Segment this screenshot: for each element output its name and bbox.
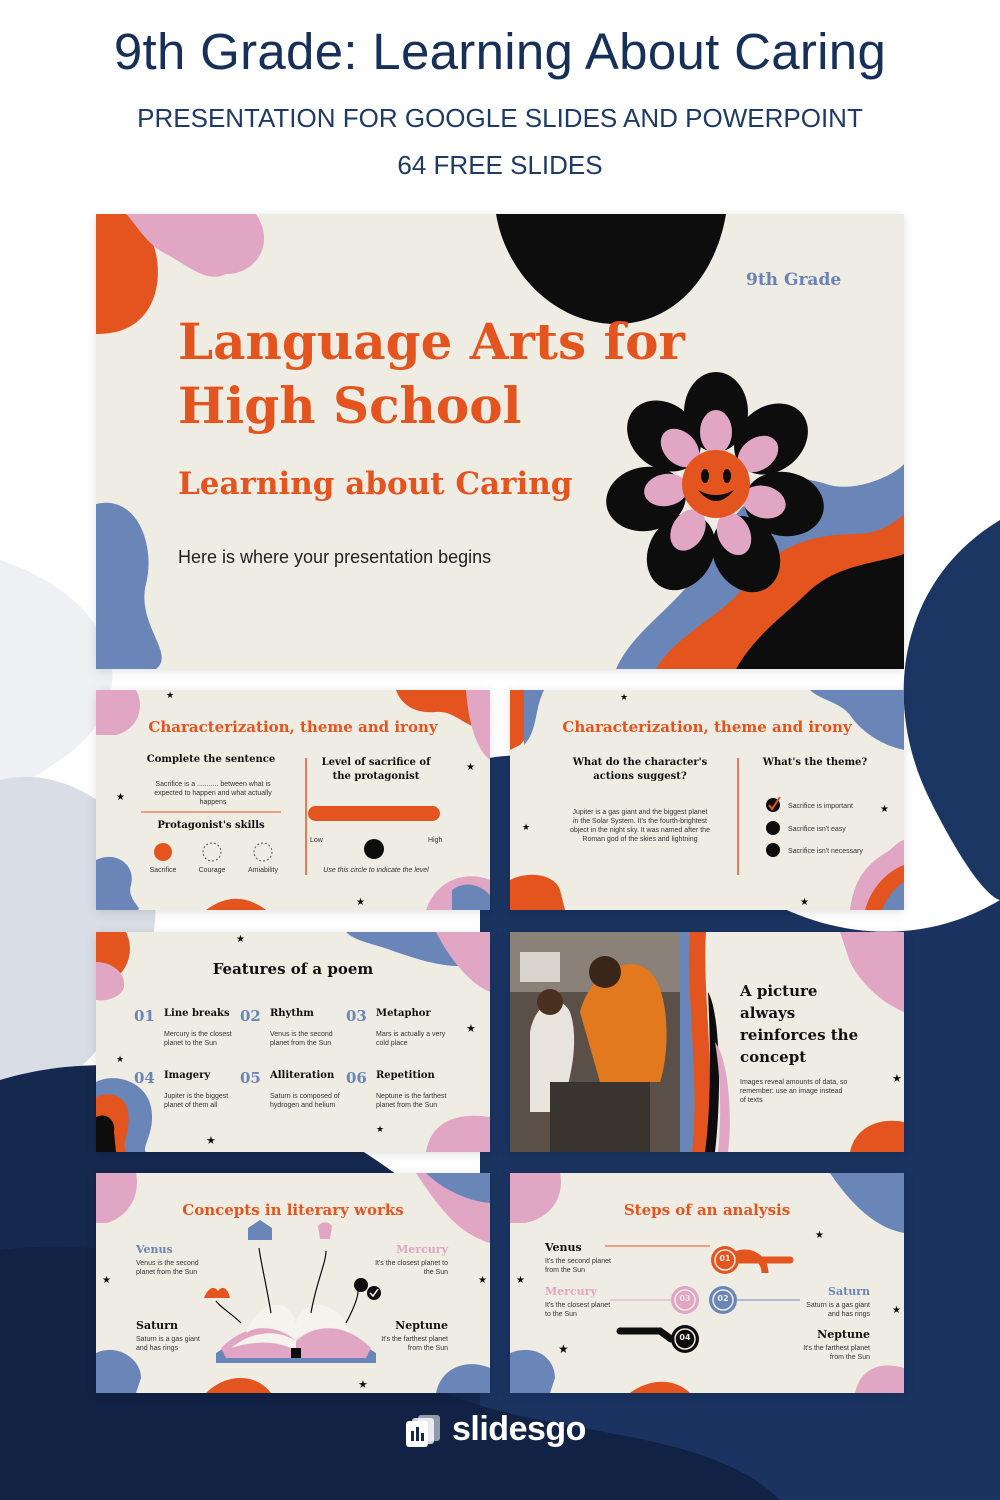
feature-name: Repetition xyxy=(376,1070,435,1081)
brand-logo[interactable] xyxy=(404,1410,586,1449)
slide7-title: Steps of an analysis xyxy=(623,1201,791,1219)
picture-heading: A picture always reinforces the concept xyxy=(740,982,859,1066)
feature-name: Metaphor xyxy=(376,1008,431,1019)
svg-text:★: ★ xyxy=(206,1134,216,1147)
slide3-title: Characterization, theme and irony xyxy=(562,718,852,736)
feature-item xyxy=(346,1068,447,1109)
feature-name: Imagery xyxy=(164,1070,211,1081)
step-number: 01 xyxy=(719,1254,731,1263)
slide6-title: Concepts in literary works xyxy=(182,1201,404,1219)
mercury-label: Mercury xyxy=(396,1243,448,1256)
feature-number: 05 xyxy=(240,1069,261,1087)
feature-item xyxy=(346,1006,446,1047)
feature-name: Line breaks xyxy=(164,1008,230,1019)
step-number: 03 xyxy=(679,1294,691,1303)
slidesgo-icon xyxy=(404,1413,444,1447)
svg-text:★: ★ xyxy=(892,1305,901,1316)
svg-text:★: ★ xyxy=(516,1275,525,1286)
level-low: Low xyxy=(310,837,323,844)
page-title: 9th Grade: Learning About Caring xyxy=(113,23,887,80)
svg-text:★: ★ xyxy=(815,1230,824,1241)
venus-label: Venus xyxy=(545,1241,582,1254)
feature-name: Rhythm xyxy=(270,1008,314,1019)
slide-cover[interactable] xyxy=(96,214,904,669)
svg-text:★: ★ xyxy=(522,823,531,833)
picture-body: Images reveal amounts of data, so remember: use an image instead of texts xyxy=(740,1079,848,1104)
brand-name: slidesgo xyxy=(452,1410,586,1448)
theme-option[interactable]: Sacrifice isn't easy xyxy=(788,826,846,833)
saturn-desc: Saturn is a gas giant and has rings xyxy=(136,1336,200,1352)
level-heading: Level of sacrifice of the protagonist xyxy=(321,757,431,782)
complete-text: Sacrifice is a ........... between what is expected to happen and what actually happens xyxy=(154,781,272,806)
mercury-label: Mercury xyxy=(545,1285,597,1298)
cover-tagline: Here is where your presentation begins xyxy=(178,547,492,567)
question-heading: What do the character's actions suggest? xyxy=(572,757,708,782)
theme-heading: What's the theme? xyxy=(762,757,868,768)
feature-desc: Jupiter is the biggest planet of them all xyxy=(164,1093,229,1109)
feature-desc: Venus is the second planet from the Sun xyxy=(270,1031,333,1047)
svg-text:★: ★ xyxy=(236,934,245,945)
svg-text:★: ★ xyxy=(892,1072,902,1085)
venus-desc: It's the second planet from the Sun xyxy=(545,1258,611,1274)
slide4-title: Features of a poem xyxy=(212,960,374,978)
feature-number: 03 xyxy=(346,1007,367,1025)
step-number: 02 xyxy=(717,1294,729,1303)
slide-picture[interactable] xyxy=(510,932,904,1152)
neptune-label: Neptune xyxy=(395,1319,448,1332)
saturn-label: Saturn xyxy=(828,1285,870,1298)
svg-text:★: ★ xyxy=(620,693,629,703)
slide2-title: Characterization, theme and irony xyxy=(148,718,438,736)
svg-text:★: ★ xyxy=(356,897,365,908)
grade-label: 9th Grade xyxy=(746,270,842,290)
feature-desc: Saturn is composed of hydrogen and helium xyxy=(270,1093,340,1109)
theme-option[interactable]: Sacrifice isn't necessary xyxy=(788,848,863,855)
feature-item xyxy=(134,1006,232,1047)
slide-steps[interactable] xyxy=(510,1173,904,1393)
svg-text:★: ★ xyxy=(466,762,475,773)
skill-label: Courage xyxy=(198,867,226,874)
feature-desc: Mercury is the closest planet to the Sun xyxy=(164,1031,232,1047)
feature-item xyxy=(240,1068,340,1109)
venus-desc: Venus is the second planet from the Sun xyxy=(136,1260,199,1276)
feature-item xyxy=(240,1006,333,1047)
complete-heading: Complete the sentence xyxy=(146,754,276,765)
step-number: 04 xyxy=(679,1333,691,1342)
svg-text:★: ★ xyxy=(376,1125,385,1135)
question-body: Jupiter is a gas giant and the biggest planet in the Solar System. It's the fourth-brightest object in the night sky. It was named after the Roman god of the skies and lightning xyxy=(570,809,710,843)
svg-text:★: ★ xyxy=(466,1022,476,1035)
neptune-desc: It's the farthest planet from the Sun xyxy=(381,1336,448,1352)
svg-text:★: ★ xyxy=(358,1378,368,1391)
svg-text:★: ★ xyxy=(478,1275,487,1286)
neptune-desc: It's the farthest planet from the Sun xyxy=(803,1345,870,1361)
feature-name: Alliteration xyxy=(270,1070,335,1081)
svg-text:★: ★ xyxy=(102,1275,111,1286)
cover-title xyxy=(178,310,738,438)
feature-desc: Mars is actually a very cold place xyxy=(376,1031,446,1047)
svg-text:★: ★ xyxy=(880,804,889,815)
feature-number: 04 xyxy=(134,1069,155,1087)
slide-count: 64 FREE SLIDES xyxy=(397,150,603,180)
mercury-desc: It's the closest planet to the Sun xyxy=(375,1260,448,1276)
slide-concepts[interactable] xyxy=(96,1173,490,1393)
slide-characterization-1[interactable] xyxy=(96,690,490,910)
feature-number: 02 xyxy=(240,1007,261,1025)
skill-label: Amiability xyxy=(248,867,278,874)
feature-number: 06 xyxy=(346,1069,367,1087)
feature-desc: Neptune is the farthest planet from the Sun xyxy=(376,1093,447,1109)
venus-label: Venus xyxy=(136,1243,173,1256)
mercury-desc: It's the closest planet to the Sun xyxy=(545,1302,611,1318)
svg-text:★: ★ xyxy=(800,897,809,908)
feature-number: 01 xyxy=(134,1007,155,1025)
svg-text:★: ★ xyxy=(558,1342,569,1356)
slide-features-poem[interactable] xyxy=(96,932,490,1152)
saturn-label: Saturn xyxy=(136,1319,178,1332)
cover-subtitle: Learning about Caring xyxy=(178,466,573,502)
level-hint: Use this circle to indicate the level xyxy=(323,867,429,874)
neptune-label: Neptune xyxy=(817,1328,870,1341)
skills-heading: Protagonist's skills xyxy=(157,820,265,831)
skill-label: Sacrifice xyxy=(149,867,177,874)
slide-characterization-2[interactable] xyxy=(510,690,904,910)
cover-title-line1: Language Arts for xyxy=(178,312,685,371)
svg-text:★: ★ xyxy=(116,1055,125,1065)
level-high: High xyxy=(428,837,443,844)
saturn-desc: Saturn is a gas giant and has rings xyxy=(806,1302,870,1318)
cover-title-line2: High School xyxy=(178,376,522,435)
page-subtitle: PRESENTATION FOR GOOGLE SLIDES AND POWERPOINT xyxy=(137,103,863,133)
feature-item xyxy=(134,1068,229,1109)
svg-text:★: ★ xyxy=(116,792,125,803)
svg-text:★: ★ xyxy=(166,691,175,701)
theme-option[interactable]: Sacrifice is important xyxy=(788,803,853,810)
